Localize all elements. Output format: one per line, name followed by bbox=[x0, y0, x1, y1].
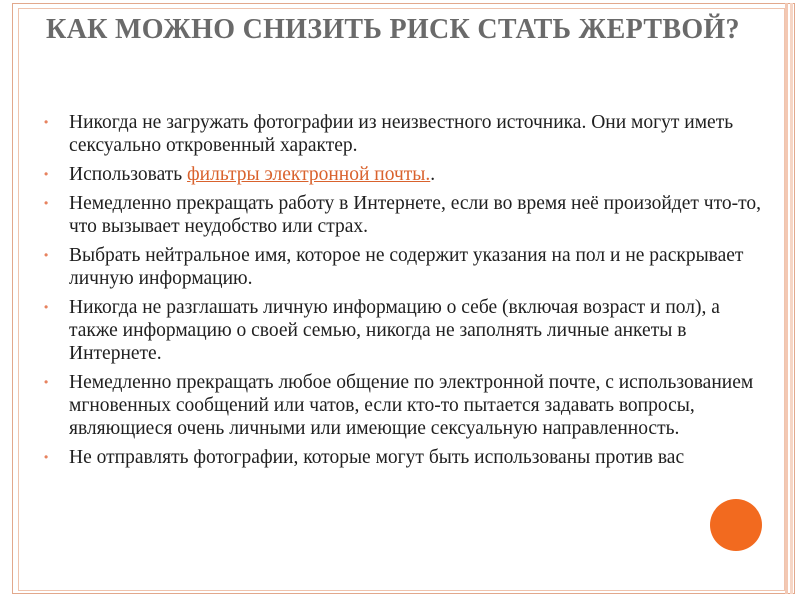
bullet-text: Выбрать нейтральное имя, которое не содержит указания на пол и не раскрывает личную информацию. bbox=[69, 245, 744, 289]
email-filters-link[interactable]: фильтры электронной почты. bbox=[187, 164, 431, 185]
bullet-item bbox=[44, 111, 764, 157]
decorative-stripe bbox=[785, 3, 788, 594]
bullet-text-suffix: . bbox=[430, 164, 436, 185]
bullet-item bbox=[44, 446, 764, 469]
bullet-item bbox=[44, 163, 764, 186]
bullet-icon: • bbox=[44, 450, 49, 464]
slide-title: КАК МОЖНО СНИЗИТЬ РИСК СТАТЬ ЖЕРТВОЙ? bbox=[46, 14, 740, 45]
bullet-item bbox=[44, 192, 764, 238]
bullet-text: Не отправлять фотографии, которые могут быть использованы против вас bbox=[69, 447, 685, 468]
bullet-icon: • bbox=[44, 115, 49, 129]
bullet-text: Немедленно прекращать любое общение по электронной почте, с использованием мгновенных сообщений или чатов, если кто-то пытается задавать вопросы, являющиеся очень личными или имеющие сексуальную направленность. bbox=[69, 372, 754, 439]
bullet-icon: • bbox=[44, 196, 49, 210]
orange-circle-icon bbox=[710, 499, 762, 551]
bullet-text-prefix: Использовать bbox=[69, 164, 188, 185]
bullet-text bbox=[69, 164, 435, 185]
bullet-item bbox=[44, 244, 764, 290]
bullet-icon: • bbox=[44, 167, 49, 181]
bullet-icon: • bbox=[44, 375, 49, 389]
bullet-list bbox=[44, 111, 764, 475]
bullet-text: Немедленно прекращать работу в Интернете, если во время неё произойдет что-то, что вызывает неудобство или страх. bbox=[69, 193, 761, 237]
bullet-icon: • bbox=[44, 300, 49, 314]
bullet-item bbox=[44, 296, 764, 365]
decorative-stripe bbox=[790, 3, 793, 594]
bullet-text: Никогда не загружать фотографии из неизвестного источника. Они могут иметь сексуально откровенный характер. bbox=[69, 112, 734, 156]
bullet-text: Никогда не разглашать личную информацию о себе (включая возраст и пол), а также информацию о своей семью, никогда не заполнять личные анкеты в Интернете. bbox=[69, 297, 720, 364]
bullet-item bbox=[44, 371, 764, 440]
bullet-icon: • bbox=[44, 248, 49, 262]
